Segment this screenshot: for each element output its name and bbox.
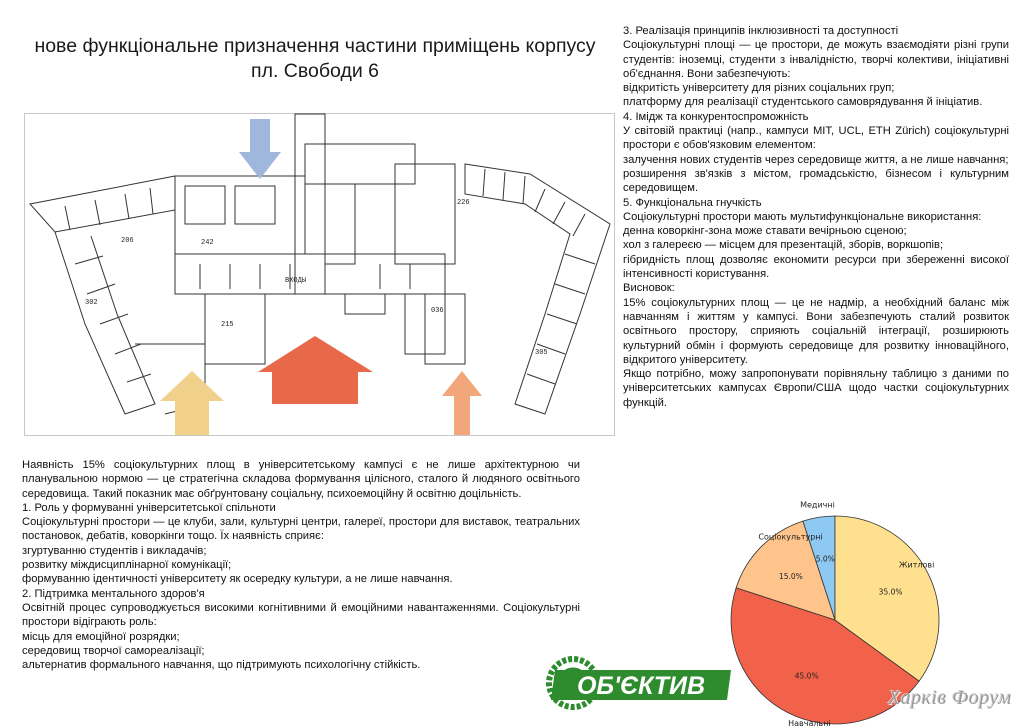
pie-value-label-2: 15.0% [778,571,803,581]
section-2-item-2: середовищ творчої самореалізації; [22,644,205,657]
pie-value-label-1: 5.0% [815,554,835,564]
conclusion-text: 15% соціокультурних площ — це не надмір, а необхідний баланс між навчанням і життям у кампусі. Вони забезпечують сталий розвиток освітнього простору, сприяють соціальній інтеграції, розширюють культурний обмін і формують середовище для розвитку інноваційного, відкритого університету. [623,296,1009,366]
pie-value-label-4: 35.0% [878,587,903,597]
section-5-text: Соціокультурні простори мають мультифункціональне використання: [623,210,982,223]
section-5-item-2: хол з галереєю — місцем для презентацій, зборів, воркшопів; [623,239,944,252]
section-2-item-3: альтернатив формального навчання, що підтримують психологічну стійкість. [22,659,421,672]
plan-label-2: 036 [431,307,444,315]
plan-wing-right [465,164,610,414]
logo-graphic [543,656,733,710]
arrow-down-icon [239,119,281,179]
arrow-up-left-icon [160,371,224,435]
arrow-up-right-icon [442,371,482,435]
pie-value-label-3: 45.0% [794,671,819,681]
page-title-line-2: пл. Свободи 6 [251,60,379,82]
section-3-item-1: відкритість університету для різних соціальних груп; [623,82,895,95]
plan-label-3: 242 [201,239,214,247]
plan-wing-left-upper [30,176,175,232]
section-1-text: Соціокультурні простори — це клуби, зали, культурні центри, галереї, простори для виставок, театральних постановок, дебатів, коворкінги тощо. Їх наявність сприяє: [22,516,580,543]
plan-central-corridor [175,254,445,294]
plan-label-7: 302 [85,299,98,307]
section-4-item-1: залучення нових студентів через середовище життя, а не лише навчання; [623,153,1009,166]
page-title-line-1: нове функціональне призначення частини приміщень корпусу [34,35,596,57]
page-title [20,34,610,84]
section-4-heading: 4. Імідж та конкурентоспроможність [623,110,809,123]
section-5-item-3: гібридність площ дозволяє економити ресурси при збереженні високої інтенсивності користування. [623,253,1009,281]
arrow-up-center-icon [258,336,373,404]
section-3-heading: 3. Реалізація принципів інклюзивності та доступності [623,25,899,37]
pie-category-label-4: Житлові [898,560,935,570]
section-2-heading: 2. Підтримка ментального здоров'я [22,587,205,600]
section-1-item-2: розвитку міждисциплінарної комунікації; [22,559,232,572]
obiektyv-logo [543,656,733,710]
section-3-item-2: платформу для реалізації студентського самоврядування й ініціатив. [623,96,983,109]
pie-category-label-3: Навчальні [788,718,831,728]
section-2-item-1: місць для емоційної розрядки; [22,630,180,643]
section-3-text: Соціокультурні площі — це простори, де можуть взаємодіяти різні групи студентів: іноземці, студенти з інвалідністю, творчі колективи, ініціативні об'єднання. Вони забезпечують: [623,39,1009,80]
logo-text: ОБ'ЄКТИВ [576,672,706,700]
section-4-text: У світовій практиці (напр., кампуси MIT, UCL, ETH Zürich) соціокультурні простори є обов'язковим елементом: [623,125,1009,152]
conclusion-heading: Висновок: [623,282,675,295]
intro-text: Наявність 15% соціокультурних площ в університетському кампусі є не лише архітектурною чи планувальною нормою — це стратегічна складова формування цілісного, сталого й людяного освітнього середовища. Такий показник має обґрунтовану соціальну, психоемоційну й освітню доцільність. [22,459,580,500]
right-text-column [623,24,1009,410]
floor-plan-drawing [25,114,614,435]
section-5-heading: 5. Функціональна гнучкість [623,196,762,209]
pie-category-label-1: Медичні [800,500,835,510]
section-4-item-2: розширення зв'язків з містом, громадськістю, бізнесом і культурним середовищем. [623,167,1009,195]
left-text-column [22,458,580,672]
section-1-heading: 1. Роль у формуванні університетської спільноти [22,501,276,514]
floor-plan [24,113,615,436]
section-1-item-3: формуванню ідентичності університету як осередку культури, а не лише навчання. [22,573,453,586]
plan-label-1: ВХОДЫ [285,277,307,285]
plan-label-4: 206 [121,237,134,245]
plan-label-5: 215 [221,321,234,329]
conclusion-offer: Якщо потрібно, можу запропонувати порівняльну таблицю з даними по університетських кампусах Європи/США щодо частки соціокультурних функцій. [623,368,1009,409]
section-2-text: Освітній процес супроводжується високими когнітивними й емоційними навантаженнями. Соціокультурні простори відіграють роль: [22,601,580,629]
pie-category-label-2: Соціокультурні [758,532,823,542]
section-1-item-1: згуртуванню студентів і викладачів; [22,544,207,557]
plan-label-8: 305 [535,349,548,357]
section-5-item-1: денна коворкінг-зона може ставати вечірньою сценою; [623,225,907,238]
plan-label-6: 226 [457,199,470,207]
forum-watermark: Харків Форум [888,687,1012,709]
plan-wing-left-lower [55,232,155,414]
